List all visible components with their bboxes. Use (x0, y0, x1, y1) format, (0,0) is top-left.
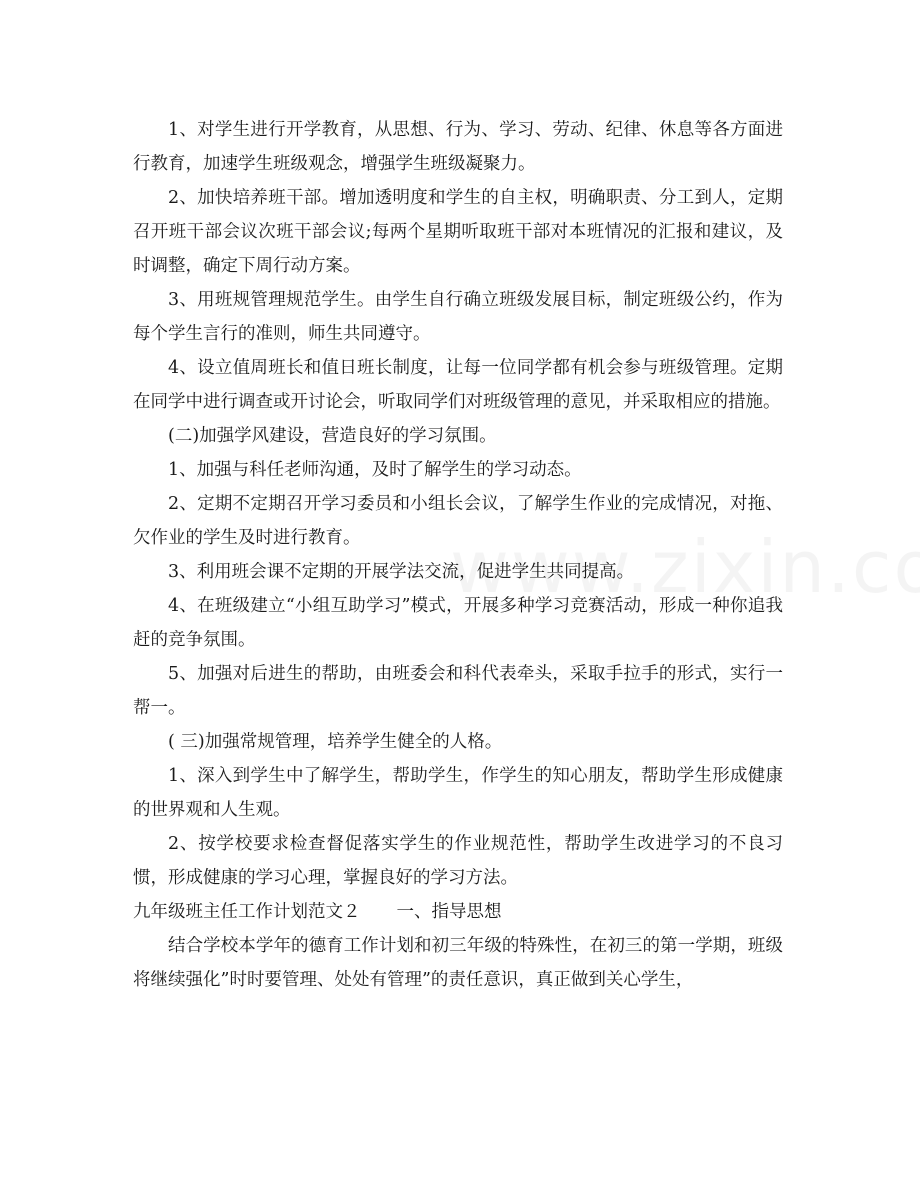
document-body (133, 113, 783, 997)
paragraph-3: 3、用班规管理规范学生。由学生自行确立班级发展目标，制定班级公约，作为每个学生言行的准则，师生共同遵守。 (133, 290, 783, 344)
subheading-routine-management: ( 三)加强常规管理，培养学生健全的人格。 (168, 732, 503, 752)
paragraph-8: 4、在班级建立“小组互助学习”模式，开展多种学习竞赛活动，形成一种你追我赶的竞争氛围。 (133, 596, 783, 650)
paragraph-4: 4、设立值周班长和值日班长制度，让每一位同学都有机会参与班级管理。定期在同学中进行调查或开讨论会，听取同学们对班级管理的意见，并采取相应的措施。 (133, 358, 783, 412)
section-heading: 一、指导思想 (396, 902, 502, 922)
paragraph-9: 5、加强对后进生的帮助，由班委会和科代表牵头，采取手拉手的形式，实行一帮一。 (133, 664, 783, 718)
subheading-study-atmosphere: (二)加强学风建设，营造良好的学习氛围。 (168, 426, 497, 446)
section-heading-line (133, 895, 783, 929)
paragraph-2: 2、加快培养班干部。增加透明度和学生的自主权，明确职责、分工到人，定期召开班干部会议次班干部会议;每两个星期听取班干部对本班情况的汇报和建议，及时调整，确定下周行动方案。 (133, 188, 783, 276)
paragraph-5: 1、加强与科任老师沟通，及时了解学生的学习动态。 (168, 460, 582, 480)
paragraph-10: 1、深入到学生中了解学生，帮助学生，作学生的知心朋友，帮助学生形成健康的世界观和人生观。 (133, 766, 783, 820)
paragraph-11: 2、按学校要求检查督促落实学生的作业规范性，帮助学生改进学习的不良习惯，形成健康的学习心理，掌握良好的学习方法。 (133, 834, 783, 888)
paragraph-7: 3、利用班会课不定期的开展学法交流，促进学生共同提高。 (168, 562, 635, 582)
closing-paragraph: 结合学校本学年的德育工作计划和初三年级的特殊性，在初三的第一学期，班级将继续强化”时时要管理、处处有管理”的责任意识，真正做到关心学生， (133, 936, 783, 990)
paragraph-6: 2、定期不定期召开学习委员和小组长会议，了解学生作业的完成情况，对拖、欠作业的学生及时进行教育。 (133, 494, 783, 548)
section-title: 九年级班主任工作计划范文２ (133, 902, 361, 922)
paragraph-1: 1、对学生进行开学教育，从思想、行为、学习、劳动、纪律、休息等各方面进行教育，加速学生班级观念，增强学生班级凝聚力。 (133, 120, 783, 174)
